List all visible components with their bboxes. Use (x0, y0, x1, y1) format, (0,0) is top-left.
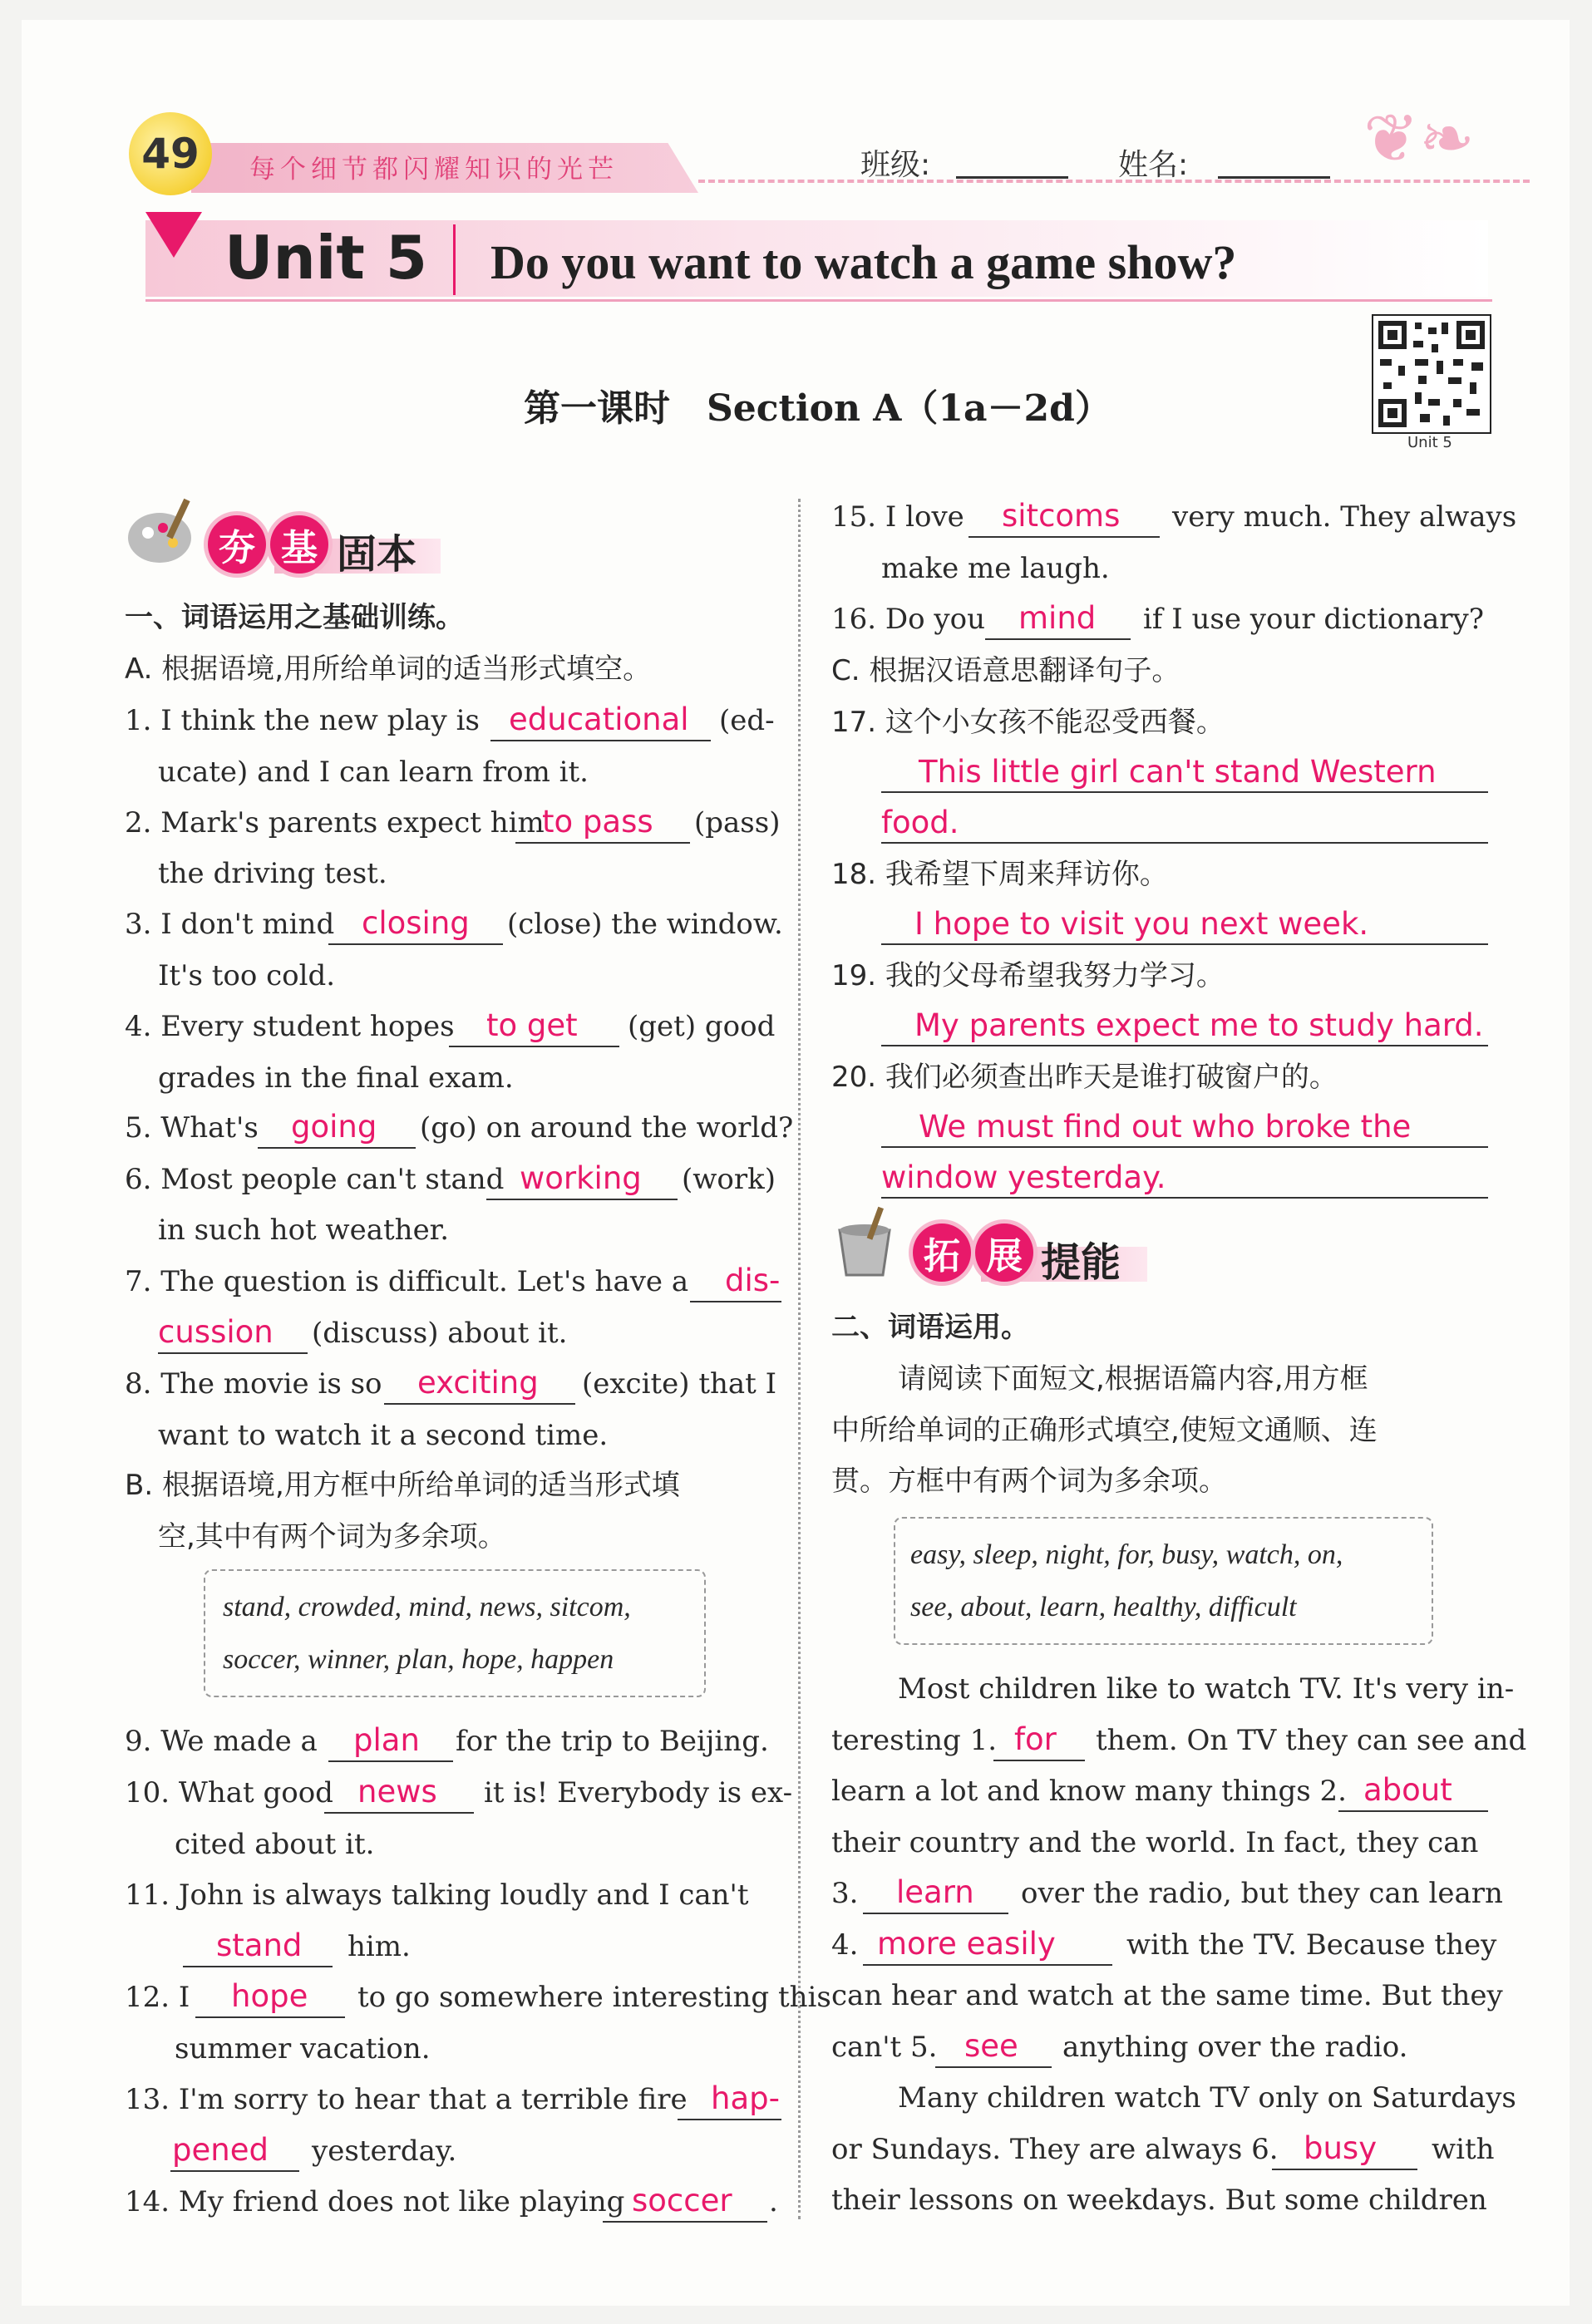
word-box-2 (894, 1517, 1433, 1645)
answer-4: more easily (877, 1926, 1056, 1962)
answer-2: about (1363, 1772, 1452, 1808)
item4-answer: to get (486, 1007, 578, 1043)
item17-blank-1[interactable] (881, 791, 1488, 793)
item10-text: 10. What good (125, 1776, 333, 1809)
item8-hint: (excite) that I (582, 1367, 777, 1401)
item20-answer-1: We must find out who broke the (919, 1109, 1412, 1145)
qr-code-icon[interactable] (1372, 314, 1491, 434)
item6-cont: in such hot weather. (158, 1214, 450, 1247)
item18-text: 18. 我希望下周来拜访你。 (831, 858, 1168, 891)
item6-text: 6. Most people can't stand (125, 1163, 505, 1196)
item6-hint: (work) (682, 1163, 776, 1196)
item10-blank[interactable] (324, 1812, 474, 1814)
name-field[interactable] (1218, 176, 1330, 179)
class-label: 班级: (860, 148, 931, 182)
answer-3: learn (896, 1874, 974, 1910)
page-number: 49 (129, 112, 212, 195)
item13-text: 13. I'm sorry to hear that a terrible fire (125, 2083, 688, 2116)
passage-line-8a: can't 5. (831, 2031, 938, 2064)
part-c-instruction: C. 根据汉语意思翻译句子。 (831, 654, 1180, 687)
passage-line-6a: 4. (831, 1928, 859, 1962)
section2-badge-1: 拓 (913, 1224, 971, 1282)
item14-blank[interactable] (603, 2221, 767, 2223)
passage-line-2b: them. On TV they can see and (1096, 1724, 1527, 1757)
item12-cont: summer vacation. (175, 2032, 431, 2066)
unit-underline (145, 299, 1492, 302)
item17-answer-1: This little girl can't stand Western (919, 754, 1437, 790)
blank-6[interactable] (1272, 2169, 1417, 2170)
word-box-2-line-2: see, about, learn, healthy, difficult (910, 1592, 1297, 1622)
word-box-1 (204, 1569, 706, 1697)
section2-badge-2: 展 (975, 1224, 1033, 1282)
item3-answer: closing (362, 905, 470, 941)
item3-blank[interactable] (328, 943, 503, 945)
item13-answer: hap- (711, 2080, 780, 2116)
item2-blank[interactable] (515, 842, 690, 844)
item3-text: 3. I don't mind (125, 908, 335, 941)
item1-cont: ucate) and I can learn from it. (158, 756, 589, 789)
flourish-ornament-icon: ❦❧ (1363, 100, 1476, 177)
item2-hint: (pass) (694, 806, 781, 839)
item17-answer-2: food. (881, 805, 959, 840)
item5-blank[interactable] (258, 1147, 416, 1149)
passage-line-8b: anything over the radio. (1062, 2031, 1408, 2064)
item8-blank[interactable] (384, 1403, 575, 1405)
section2-title: 提能 (1041, 1239, 1121, 1286)
item12-answer: hope (231, 1978, 308, 2014)
item6-blank[interactable] (486, 1199, 678, 1200)
item15-cont-2: make me laugh. (881, 552, 1110, 585)
item6-answer: working (520, 1160, 642, 1196)
item3-cont: It's too cold. (158, 959, 336, 992)
item16-text: 16. Do you (831, 603, 985, 636)
section2-heading: 二、词语运用。 (831, 1311, 1029, 1344)
blank-5[interactable] (935, 2066, 1052, 2068)
header-dashed-line (698, 180, 1530, 183)
item20-blank-1[interactable] (881, 1146, 1488, 1148)
item11-blank[interactable] (183, 1966, 333, 1967)
item9-blank[interactable] (328, 1760, 453, 1762)
item16-cont: if I use your dictionary? (1143, 603, 1484, 636)
item20-answer-2: window yesterday. (881, 1160, 1166, 1195)
item7-blank-2[interactable] (158, 1352, 308, 1354)
section1-title: 固本 (337, 531, 417, 578)
name-label: 姓名: (1118, 148, 1189, 182)
item4-blank[interactable] (449, 1046, 619, 1047)
item19-blank[interactable] (881, 1045, 1488, 1046)
item11-hint: him. (347, 1930, 411, 1963)
section2-instruction-1: 请阅读下面短文,根据语篇内容,用方框 (898, 1362, 1368, 1396)
qr-caption: Unit 5 (1407, 434, 1452, 451)
passage-line-6b: with the TV. Because they (1126, 1928, 1497, 1962)
section1-badge-2: 基 (270, 515, 328, 574)
item3-hint: (close) the window. (507, 908, 783, 941)
passage-line-10b: with (1432, 2133, 1495, 2166)
item5-hint: (go) on around the world? (420, 1111, 794, 1145)
item11-answer: stand (216, 1928, 303, 1963)
passage-line-7: can hear and watch at the same time. But they (831, 1979, 1503, 2012)
unit-separator (453, 224, 456, 295)
item18-blank[interactable] (881, 943, 1488, 945)
item1-hint: (ed- (719, 704, 775, 737)
item11-text: 11. John is always talking loudly and I can't (125, 1878, 749, 1912)
item19-text: 19. 我的父母希望我努力学习。 (831, 959, 1225, 992)
part-b-instruction-1: B. 根据语境,用方框中所给单词的适当形式填 (125, 1469, 680, 1502)
item2-text: 2. Mark's parents expect him (125, 806, 545, 839)
item13-blank-2[interactable] (170, 2170, 299, 2172)
passage-line-1: Most children like to watch TV. It's very in- (898, 1672, 1515, 1706)
item12-hint: to go somewhere interesting this (357, 1981, 831, 2014)
item13-blank[interactable] (678, 2119, 781, 2120)
answer-6: busy (1304, 2130, 1378, 2166)
item16-blank[interactable] (985, 638, 1131, 640)
banner-triangle-icon (145, 212, 202, 258)
section1-heading: 一、词语运用之基础训练。 (125, 601, 464, 634)
word-box-1-line-2: soccer, winner, plan, hope, happen (223, 1644, 614, 1675)
passage-line-11: their lessons on weekdays. But some children (831, 2184, 1487, 2217)
item5-text: 5. What's (125, 1111, 259, 1145)
blank-1[interactable] (993, 1760, 1085, 1761)
word-box-1-line-1: stand, crowded, mind, news, sitcom, (223, 1592, 631, 1622)
blank-4[interactable] (863, 1964, 1112, 1966)
item7-answer-2: cussion (158, 1314, 274, 1350)
item2-cont: the driving test. (158, 857, 387, 890)
item2-answer: to pass (542, 804, 653, 839)
blank-3[interactable] (863, 1913, 1008, 1914)
item19-answer: My parents expect me to study hard. (914, 1007, 1484, 1043)
passage-line-10a: or Sundays. They are always 6. (831, 2133, 1279, 2166)
item1-blank[interactable] (490, 740, 711, 741)
motto: 每个细节都闪耀知识的光芒 (249, 155, 619, 185)
passage-line-2a: teresting 1. (831, 1724, 998, 1757)
passage-line-4: their country and the world. In fact, they can (831, 1826, 1479, 1859)
passage-line-9: Many children watch TV only on Saturdays (898, 2081, 1516, 2115)
item1-answer: educational (509, 702, 689, 737)
lesson-title: 第一课时 Section A（1a－2d） (524, 387, 1111, 430)
passage-line-5b: over the radio, but they can learn (1021, 1877, 1503, 1910)
item4-text: 4. Every student hopes (125, 1010, 455, 1043)
palette-icon (125, 495, 191, 561)
blank-2[interactable] (1338, 1810, 1488, 1812)
item7-blank[interactable] (690, 1301, 781, 1302)
item4-hint: (get) good (628, 1010, 776, 1043)
answer-1: for (1014, 1721, 1057, 1757)
item15-answer: sitcoms (1002, 498, 1121, 534)
unit-title: Unit 5 (224, 223, 427, 293)
item16-answer: mind (1018, 600, 1097, 636)
item7-answer: dis- (725, 1263, 781, 1298)
item13-answer-2: pened (172, 2132, 269, 2168)
item17-blank-2[interactable] (881, 842, 1488, 844)
item13-hint: yesterday. (312, 2134, 457, 2168)
item20-text: 20. 我们必须查出昨天是谁打破窗户的。 (831, 1061, 1338, 1094)
item4-cont: grades in the final exam. (158, 1061, 514, 1095)
part-a-instruction: A. 根据语境,用所给单词的适当形式填空。 (125, 652, 652, 686)
item7-hint: (discuss) about it. (312, 1317, 568, 1350)
item9-answer: plan (353, 1722, 420, 1758)
section1-badge-1: 夯 (208, 515, 266, 574)
item18-answer: I hope to visit you next week. (914, 906, 1369, 942)
item14-answer: soccer (632, 2183, 732, 2218)
item17-text: 17. 这个小女孩不能忍受西餐。 (831, 706, 1225, 739)
section2-instruction-3: 贯。方框中有两个词为多余项。 (831, 1465, 1227, 1498)
item9-text: 9. We made a (125, 1725, 318, 1758)
item12-blank[interactable] (195, 2016, 345, 2018)
item14-hint: . (769, 2185, 778, 2218)
item10-cont: cited about it. (175, 1828, 375, 1861)
item9-hint: for the trip to Beijing. (456, 1725, 769, 1758)
passage-line-3a: learn a lot and know many things 2. (831, 1775, 1347, 1808)
class-field[interactable] (956, 176, 1068, 179)
unit-subtitle: Do you want to watch a game show? (490, 235, 1237, 289)
item8-answer: exciting (417, 1365, 539, 1401)
answer-5: see (964, 2028, 1018, 2064)
item5-answer: going (291, 1109, 377, 1145)
item8-cont: want to watch it a second time. (158, 1419, 609, 1452)
item10-hint: it is! Everybody is ex- (484, 1776, 793, 1809)
item12-text: 12. I (125, 1981, 190, 2014)
item7-text: 7. The question is difficult. Let's have a (125, 1265, 689, 1298)
word-box-2-line-1: easy, sleep, night, for, busy, watch, on, (910, 1539, 1343, 1570)
item14-text: 14. My friend does not like playing (125, 2185, 625, 2218)
column-divider (798, 499, 801, 2219)
item1-text: 1. I think the new play is (125, 704, 480, 737)
part-b-instruction-2: 空,其中有两个词为多余项。 (158, 1520, 506, 1553)
item15-blank[interactable] (969, 536, 1160, 538)
item15-cont-1: very much. They always (1172, 500, 1517, 534)
bucket-icon (831, 1205, 898, 1272)
item20-blank-2[interactable] (881, 1197, 1488, 1199)
passage-line-5a: 3. (831, 1877, 859, 1910)
item8-text: 8. The movie is so (125, 1367, 382, 1401)
item15-text: 15. I love (831, 500, 964, 534)
item10-answer: news (357, 1774, 437, 1809)
section2-instruction-2: 中所给单词的正确形式填空,使短文通顺、连 (831, 1414, 1378, 1447)
